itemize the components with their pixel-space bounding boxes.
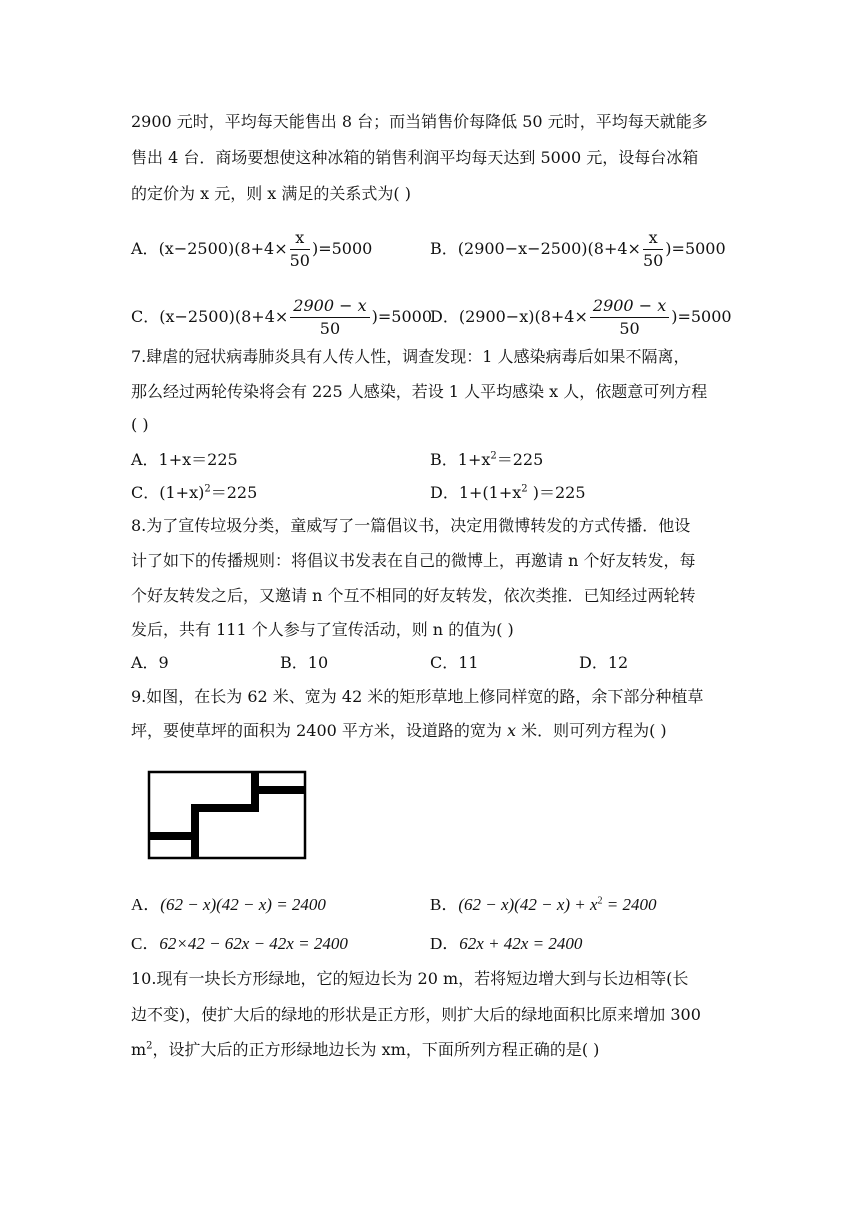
q6-option-a: A．(x−2500)(8+4× $\frac{x}{50}$ )=5000 bbox=[131, 228, 373, 270]
q7-line-2: 那么经过两轮传染将会有 225 人感染，若设 1 人平均感染 x 人，依题意可列方程 bbox=[131, 382, 708, 401]
q8-option-b: B．10 bbox=[280, 653, 329, 672]
q6-line-3: 的定价为 x 元，则 x 满足的关系式为( ) bbox=[131, 184, 411, 203]
q8-line-1: 8.为了宣传垃圾分类，童威写了一篇倡议书，决定用微博转发的方式传播．他设 bbox=[131, 516, 691, 535]
q9-option-a: A．(62 − x)(42 − x) = 2400 bbox=[131, 895, 326, 914]
q9-option-d: D．62x + 42x = 2400 bbox=[430, 934, 583, 953]
q8-line-4: 发后，共有 111 个人参与了宣传活动，则 n 的值为( ) bbox=[131, 620, 514, 639]
q9-option-c: C．62×42 − 62x − 42x = 2400 bbox=[131, 934, 348, 953]
q10-line-2: 边不变)，使扩大后的绿地的形状是正方形，则扩大后的绿地面积比原来增加 300 bbox=[131, 1005, 701, 1024]
q7-option-a: A．1+x＝225 bbox=[131, 450, 238, 469]
fraction: $\frac{x}{50}$ bbox=[289, 228, 310, 270]
road-path bbox=[149, 772, 305, 858]
q8-line-2: 计了如下的传播规则：将倡议书发表在自己的微博上，再邀请 n 个好友转发，每 bbox=[131, 551, 696, 570]
q10-line-1: 10.现有一块长方形绿地，它的短边长为 20 m，若将短边增大到与长边相等(长 bbox=[131, 969, 689, 988]
lawn-rectangle bbox=[149, 772, 305, 858]
q8-option-a: A．9 bbox=[131, 653, 169, 672]
q6-option-c: C．(x−2500)(8+4× $\frac{2900 - x}{50}$ )=5000 bbox=[131, 296, 432, 338]
fraction: $\frac{2900 - x}{50}$ bbox=[590, 296, 669, 339]
q9-line-1: 9.如图，在长为 62 米、宽为 42 米的矩形草地上修同样宽的路，余下部分种植草 bbox=[131, 687, 704, 706]
fraction: $\frac{x}{50}$ bbox=[642, 228, 664, 270]
q9-option-b: B．$(62 - x)(42 - x) + x^2 = 2400$ bbox=[430, 895, 657, 914]
road-diagram bbox=[147, 770, 309, 862]
q7-option-b: B．$1+x^2=225$ bbox=[430, 450, 544, 469]
q7-line-3: ( ) bbox=[131, 415, 149, 434]
q10-line-3: $m^2$，设扩大后的正方形绿地边长为 xm，下面所列方程正确的是( ) bbox=[131, 1040, 600, 1059]
q6-option-d: D．(2900−x)(8+4× $\frac{2900 - x}{50}$ )=5000 bbox=[430, 296, 732, 338]
q6-option-b: B．(2900−x−2500)(8+4× $\frac{x}{50}$ )=5000 bbox=[430, 228, 726, 270]
q8-option-c: C．11 bbox=[430, 653, 479, 672]
q9-line-2: 坪，要使草坪的面积为 2400 平方米，设道路的宽为 x 米．则可列方程为( ) bbox=[131, 721, 667, 740]
fraction: $\frac{2900 - x}{50}$ bbox=[290, 296, 369, 339]
q7-option-c: C．$(1+x)^2=225$ bbox=[131, 483, 258, 502]
q7-line-1: 7.肆虐的冠状病毒肺炎具有人传人性，调查发现：1 人感染病毒后如果不隔离， bbox=[131, 347, 690, 366]
q8-line-3: 个好友转发之后，又邀请 n 个互不相同的好友转发，依次类推．已知经过两轮转 bbox=[131, 586, 696, 605]
q6-line-2: 售出 4 台．商场要想使这种冰箱的销售利润平均每天达到 5000 元，设每台冰箱 bbox=[131, 148, 699, 167]
q8-option-d: D．12 bbox=[579, 653, 629, 672]
q7-option-d: D．$1+(1+x^2$ )＝225 bbox=[430, 483, 586, 502]
q6-line-1: 2900 元时，平均每天能售出 8 台；而当销售价每降低 50 元时，平均每天就能多 bbox=[131, 112, 708, 131]
